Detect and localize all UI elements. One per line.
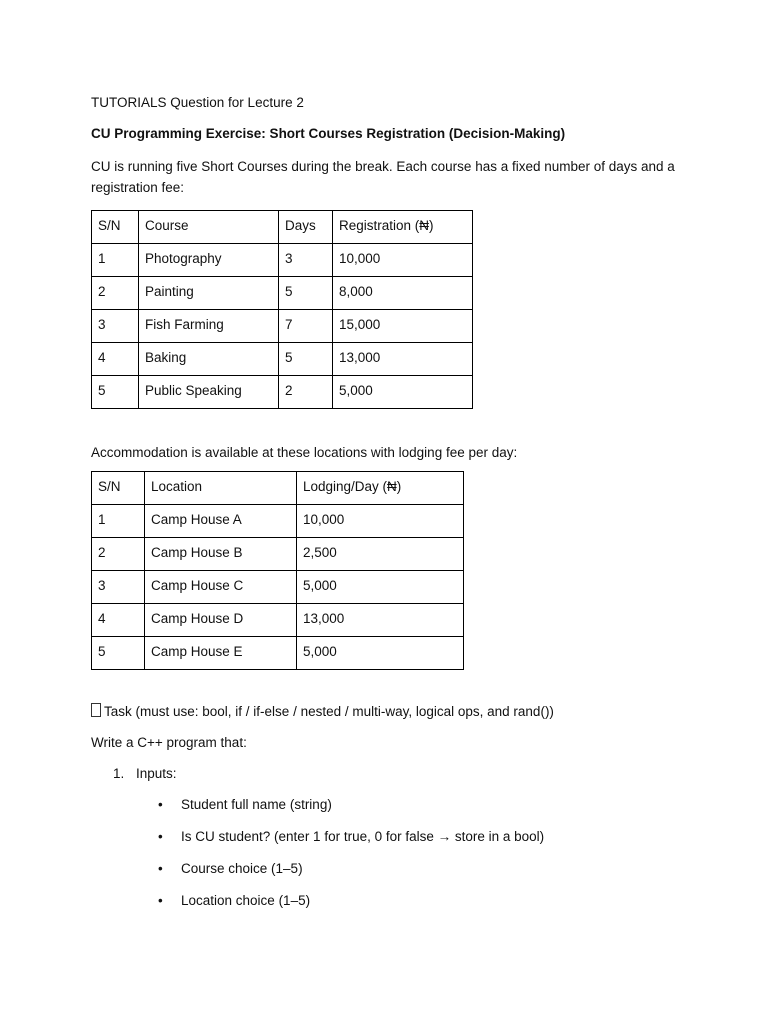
task-paragraph xyxy=(91,702,691,721)
table-row xyxy=(92,505,464,538)
table-row xyxy=(92,604,464,637)
table-cell: 1 xyxy=(92,505,145,538)
table-cell: 5 xyxy=(279,343,333,376)
table-header-cell: Course xyxy=(139,211,279,244)
bullet-text: Student full name (string) xyxy=(181,797,332,812)
table-cell: 5 xyxy=(92,376,139,409)
table-header-cell: Days xyxy=(279,211,333,244)
table-row xyxy=(92,244,473,277)
table-cell: 10,000 xyxy=(297,505,464,538)
table-header-row xyxy=(92,472,464,505)
table-cell: 3 xyxy=(279,244,333,277)
bullet-icon: • xyxy=(158,797,163,812)
bullet-icon: • xyxy=(158,861,163,876)
table-cell: 2 xyxy=(92,277,139,310)
table-cell: Camp House A xyxy=(145,505,297,538)
table-row xyxy=(92,343,473,376)
accommodation-paragraph: Accommodation is available at these locations with lodging fee per day: xyxy=(91,445,518,460)
table-cell: 15,000 xyxy=(333,310,473,343)
bullet-item xyxy=(91,827,691,846)
table-cell: 5,000 xyxy=(333,376,473,409)
bullet-text: Is CU student? (enter 1 for true, 0 for false → store in a bool) xyxy=(181,829,545,844)
table-cell: Photography xyxy=(139,244,279,277)
table-cell: 10,000 xyxy=(333,244,473,277)
table-row xyxy=(92,571,464,604)
bullet-item xyxy=(91,891,691,910)
table-cell: 2 xyxy=(92,538,145,571)
table-header-cell: Registration (₦) xyxy=(333,211,473,244)
bullet-text: Course choice (1–5) xyxy=(181,861,303,876)
list-item-text: Inputs: xyxy=(136,766,177,781)
table-header-cell: Lodging/Day (₦) xyxy=(297,472,464,505)
locations-table xyxy=(91,471,464,670)
table-cell: 4 xyxy=(92,343,139,376)
table-cell: Painting xyxy=(139,277,279,310)
bullet-item xyxy=(91,795,691,814)
bullet-icon: • xyxy=(158,893,163,908)
table-row xyxy=(92,376,473,409)
table-cell: 5 xyxy=(279,277,333,310)
table-cell: 5,000 xyxy=(297,571,464,604)
table-header-cell: S/N xyxy=(92,211,139,244)
bullet-item xyxy=(91,859,691,878)
document-page xyxy=(91,93,691,923)
table-cell: 8,000 xyxy=(333,277,473,310)
table-header-cell: S/N xyxy=(92,472,145,505)
table-row xyxy=(92,538,464,571)
table-cell: Camp House D xyxy=(145,604,297,637)
inputs-bullet-list xyxy=(91,795,691,910)
table-header-row xyxy=(92,211,473,244)
table-cell: 5 xyxy=(92,637,145,670)
write-paragraph: Write a C++ program that: xyxy=(91,735,247,750)
lecture-title: TUTORIALS Question for Lecture 2 xyxy=(91,95,304,110)
courses-table xyxy=(91,210,473,409)
list-number: 1. xyxy=(113,766,125,781)
task-text: Task (must use: bool, if / if-else / nested / multi-way, logical ops, and rand()) xyxy=(104,704,554,719)
table-row xyxy=(92,310,473,343)
intro-paragraph: CU is running five Short Courses during the break. Each course has a fixed number of days and a registration fee: xyxy=(91,159,675,195)
table-cell: Public Speaking xyxy=(139,376,279,409)
table-cell: 13,000 xyxy=(333,343,473,376)
table-cell: Camp House C xyxy=(145,571,297,604)
table-cell: 4 xyxy=(92,604,145,637)
table-cell: 3 xyxy=(92,571,145,604)
table-row xyxy=(92,277,473,310)
table-cell: 1 xyxy=(92,244,139,277)
table-cell: Camp House E xyxy=(145,637,297,670)
table-cell: 2,500 xyxy=(297,538,464,571)
placeholder-glyph-icon xyxy=(91,703,101,717)
table-cell: Camp House B xyxy=(145,538,297,571)
table-row xyxy=(92,637,464,670)
table-cell: 5,000 xyxy=(297,637,464,670)
exercise-heading: CU Programming Exercise: Short Courses Registration (Decision-Making) xyxy=(91,126,566,141)
table-cell: 3 xyxy=(92,310,139,343)
table-cell: 2 xyxy=(279,376,333,409)
table-cell: Fish Farming xyxy=(139,310,279,343)
table-header-cell: Location xyxy=(145,472,297,505)
bullet-text: Location choice (1–5) xyxy=(181,893,311,908)
numbered-list-item xyxy=(113,764,691,783)
table-cell: Baking xyxy=(139,343,279,376)
table-cell: 7 xyxy=(279,310,333,343)
table-cell: 13,000 xyxy=(297,604,464,637)
bullet-icon: • xyxy=(158,829,163,844)
